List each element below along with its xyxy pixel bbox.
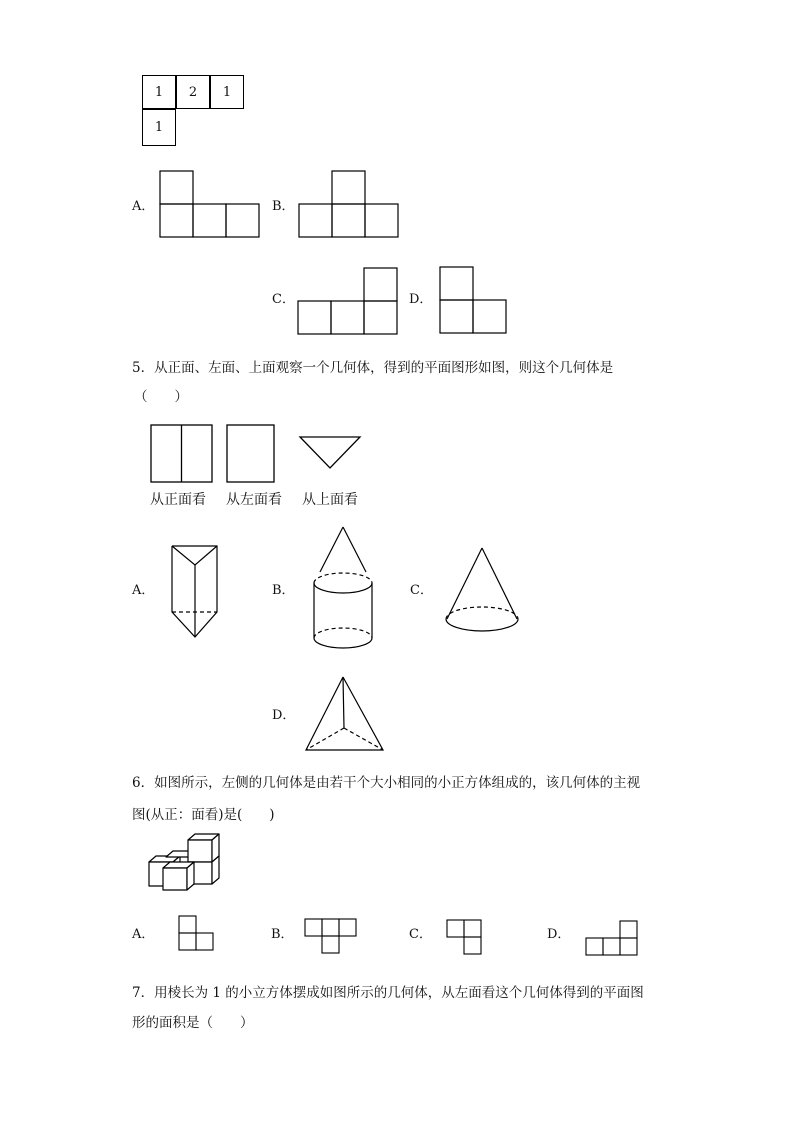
grid-cell: 1 (142, 109, 176, 146)
q5-option-c-label: C． (410, 583, 433, 598)
q7-text-line1: 7．用棱长为 1 的小立方体摆成如图所示的几何体，从左面看这个几何体得到的平面图 (132, 985, 644, 1001)
q4-option-b-label: B． (272, 199, 295, 214)
q5-option-d-label: D． (272, 708, 296, 723)
q6-option-d-label: D． (547, 927, 571, 942)
q5-view-top-caption: 从上面看 (302, 492, 358, 508)
q5-text-line2: （ ） (134, 389, 188, 405)
q5-view-left-caption: 从左面看 (226, 492, 282, 508)
q4-option-a-label: A． (132, 199, 155, 214)
q6-figure-b (305, 919, 356, 953)
q6-option-a-label: A． (132, 927, 155, 942)
q6-figure-d (586, 921, 637, 955)
q5-view-front-caption: 从正面看 (150, 492, 206, 508)
grid-cell: 1 (142, 75, 176, 109)
q6-figure-c (447, 920, 481, 954)
q6-option-c-label: C． (409, 927, 432, 942)
q4-option-d-label: D． (409, 292, 433, 307)
q7-text-line2: 形的面积是（ ） (132, 1015, 254, 1031)
q4-option-c-label: C． (272, 292, 295, 307)
q6-figure-a (179, 916, 213, 950)
q6-text-line1: 6．如图所示，左侧的几何体是由若干个大小相同的小正方体组成的，该几何体的主视 (132, 775, 641, 791)
grid-cell: 1 (210, 75, 244, 109)
q5-option-b-label: B． (272, 583, 295, 598)
q5-text-line1: 5．从正面、左面、上面观察一个几何体，得到的平面图形如图，则这个几何体是 (132, 360, 614, 376)
q6-option-b-label: B． (271, 927, 294, 942)
q6-text-line2: 图(从正：面看)是( ) (132, 807, 275, 823)
grid-cell: 2 (176, 75, 210, 109)
q5-option-a-label: A． (132, 583, 155, 598)
